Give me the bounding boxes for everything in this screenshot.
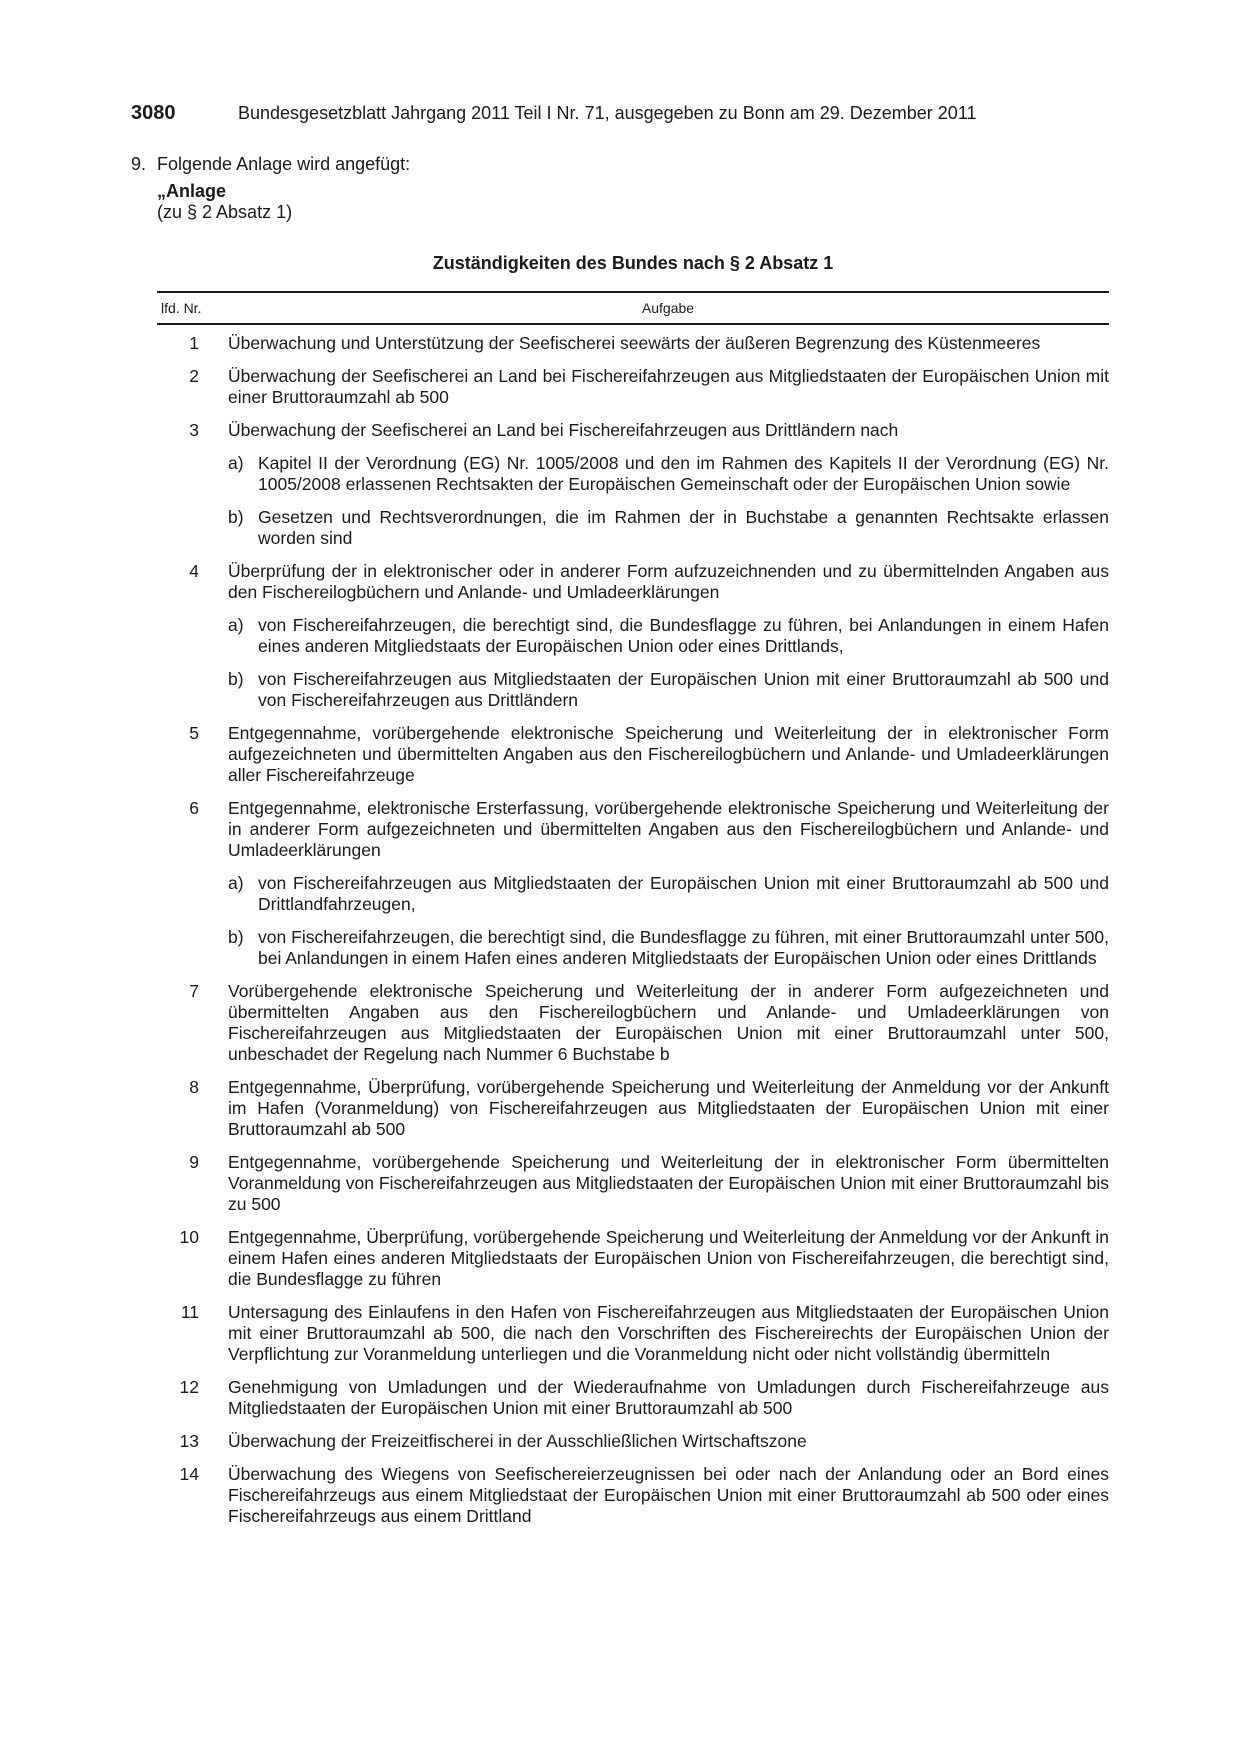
row-task-text: Entgegennahme, vorübergehende Speicherung und Weiterleitung der in elektronischer Form übermittelten Voranmeldung von Fischereifahrzeugen aus Mitgliedstaaten der Europäischen Union mit einer Bruttoraumzahl bis zu 500: [228, 1152, 1109, 1214]
table-body: [157, 325, 1109, 1527]
sub-item-list: [157, 615, 1109, 711]
row-number: 13: [179, 1431, 199, 1451]
row-number: 8: [189, 1077, 199, 1097]
sub-item: [228, 669, 1109, 711]
row-number: 7: [189, 981, 199, 1001]
row-task-text: Entgegennahme, vorübergehende elektronische Speicherung und Weiterleitung der in elektronischer Form aufgezeichneten und übermittelten Angaben aus den Fischereilogbüchern und Anlande- und Umladeerklärungen aller Fischereifahrzeuge: [228, 723, 1109, 785]
table-row: [157, 1152, 1109, 1215]
table-header: [157, 291, 1109, 325]
row-task-text: Überwachung der Freizeitfischerei in der Ausschließlichen Wirtschaftszone: [228, 1431, 807, 1451]
row-number: 11: [180, 1302, 199, 1322]
amendment-number: 9.: [131, 154, 147, 174]
sub-item-text: Kapitel II der Verordnung (EG) Nr. 1005/2008 und den im Rahmen des Kapitels II der Verordnung (EG) Nr. 1005/2008 erlassenen Rechtsakten der Europäischen Gemeinschaft oder der Europäischen Union sowie: [258, 453, 1109, 494]
row-task-text: Überprüfung der in elektronischer oder in anderer Form aufzuzeichnenden und zu übermittelnden Angaben aus den Fischereilogbüchern und Anlande- und Umladeerklärungen: [228, 561, 1109, 602]
sub-item-letter: a): [228, 453, 244, 473]
row-number: 9: [189, 1152, 199, 1172]
sub-item-list: [157, 453, 1109, 549]
row-number: 3: [189, 420, 199, 440]
row-number: 6: [189, 798, 199, 818]
sub-item-text: Gesetzen und Rechtsverordnungen, die im Rahmen der in Buchstabe a genannten Rechtsakte erlassen worden sind: [258, 507, 1109, 548]
row-task-text: Entgegennahme, Überprüfung, vorübergehende Speicherung und Weiterleitung der Anmeldung vor der Ankunft in einem Hafen eines anderen Mitgliedstaats der Europäischen Union von Fischereifahrzeugen, die berechtigt sind, die Bundesflagge zu führen: [228, 1227, 1109, 1289]
table-row: [157, 561, 1109, 711]
journal-line: Bundesgesetzblatt Jahrgang 2011 Teil I Nr. 71, ausgegeben zu Bonn am 29. Dezember 2011: [238, 103, 977, 123]
page-header: [131, 100, 1111, 126]
annex-reference: (zu § 2 Absatz 1): [157, 202, 293, 222]
table-row: [157, 723, 1109, 786]
row-number: 1: [189, 333, 199, 353]
table-row: [157, 798, 1109, 969]
row-task-text: Entgegennahme, elektronische Ersterfassung, vorübergehende elektronische Speicherung und Weiterleitung der in anderer Form aufgezeichneten und übermittelten Angaben aus den Fischereilogbüchern und Anlande- und Umladeerklärungen: [228, 798, 1109, 860]
table-row: [157, 981, 1109, 1065]
amendment-intro: [131, 152, 410, 176]
row-number: 5: [189, 723, 199, 743]
sub-item: [228, 507, 1109, 549]
table-row: [157, 1464, 1109, 1527]
column-header-task: Aufgabe: [641, 300, 695, 316]
row-number: 12: [179, 1377, 199, 1397]
row-task-text: Genehmigung von Umladungen und der Wiederaufnahme von Umladungen durch Fischereifahrzeuge aus Mitgliedstaaten der Europäischen Union mit einer Bruttoraumzahl ab 500: [228, 1377, 1109, 1418]
row-number: 2: [189, 366, 199, 386]
sub-item-letter: b): [228, 507, 244, 527]
row-task-text: Überwachung des Wiegens von Seefischereierzeugnissen bei oder nach der Anlandung oder an Bord eines Fischereifahrzeugs aus einem Mitgliedstaat der Europäischen Union mit einer Bruttoraumzahl ab 500 oder eines Fischereifahrzeugs aus einem Drittland: [228, 1464, 1109, 1526]
row-task-text: Untersagung des Einlaufens in den Hafen von Fischereifahrzeugen aus Mitgliedstaaten der Europäischen Union mit einer Bruttoraumzahl ab 500, die nach den Vorschriften des Fischereirechts der Europäischen Union der Verpflichtung zur Voranmeldung unterliegen und die Voranmeldung nicht oder nicht vollständig übermitteln: [228, 1302, 1109, 1364]
row-task-text: Vorübergehende elektronische Speicherung und Weiterleitung der in anderer Form aufgezeichneten und übermittelten Angaben aus den Fischereilogbüchern und Anlande- und Umladeerklärungen von Fischereifahrzeugen aus Mitgliedstaaten der Europäischen Union mit einer Bruttoraumzahl unter 500, unbeschadet der Regelung nach Nummer 6 Buchstabe b: [228, 981, 1109, 1064]
responsibilities-table: [157, 291, 1109, 1539]
column-header-nr: lfd. Nr.: [161, 300, 202, 316]
amendment-text: Folgende Anlage wird angefügt:: [157, 154, 411, 174]
row-number: 10: [179, 1227, 199, 1247]
row-task-text: Überwachung der Seefischerei an Land bei Fischereifahrzeugen aus Mitgliedstaaten der Europäischen Union mit einer Bruttoraumzahl ab 500: [228, 366, 1109, 407]
sub-item-list: [157, 873, 1109, 969]
sub-item: [228, 453, 1109, 495]
table-row: [157, 420, 1109, 549]
sub-item-text: von Fischereifahrzeugen, die berechtigt sind, die Bundesflagge zu führen, bei Anlandungen in einem Hafen eines anderen Mitgliedstaats der Europäischen Union oder eines Drittlands,: [258, 615, 1109, 656]
row-task-text: Überwachung und Unterstützung der Seefischerei seewärts der äußeren Begrenzung des Küstenmeeres: [228, 333, 1041, 353]
page-number: 3080: [131, 102, 176, 124]
table-row: [157, 1077, 1109, 1140]
table-row: [157, 333, 1109, 354]
table-row: [157, 1302, 1109, 1365]
table-row: [157, 1377, 1109, 1419]
annex-heading: [157, 181, 292, 223]
table-row: [157, 1227, 1109, 1290]
sub-item-letter: a): [228, 615, 244, 635]
sub-item: [228, 927, 1109, 969]
sub-item-letter: b): [228, 927, 244, 947]
row-task-text: Überwachung der Seefischerei an Land bei Fischereifahrzeugen aus Drittländern nach: [228, 420, 899, 440]
sub-item-text: von Fischereifahrzeugen aus Mitgliedstaaten der Europäischen Union mit einer Bruttoraumzahl ab 500 und Drittlandfahrzeugen,: [258, 873, 1109, 914]
sub-item: [228, 615, 1109, 657]
table-row: [157, 1431, 1109, 1452]
table-row: [157, 366, 1109, 408]
sub-item-letter: a): [228, 873, 244, 893]
sub-item: [228, 873, 1109, 915]
table-title: Zuständigkeiten des Bundes nach § 2 Absatz 1: [432, 253, 834, 273]
row-task-text: Entgegennahme, Überprüfung, vorübergehende Speicherung und Weiterleitung der Anmeldung vor der Ankunft im Hafen (Voranmeldung) von Fischereifahrzeugen aus Mitgliedstaaten der Europäischen Union mit einer Bruttoraumzahl ab 500: [228, 1077, 1109, 1139]
row-number: 4: [189, 561, 199, 581]
sub-item-text: von Fischereifahrzeugen aus Mitgliedstaaten der Europäischen Union mit einer Bruttoraumzahl ab 500 und von Fischereifahrzeugen aus Drittländern: [258, 669, 1109, 710]
row-number: 14: [179, 1464, 199, 1484]
sub-item-text: von Fischereifahrzeugen, die berechtigt sind, die Bundesflagge zu führen, mit einer Bruttoraumzahl unter 500, bei Anlandungen in einem Hafen eines anderen Mitgliedstaats der Europäischen Union oder eines Drittlands: [258, 927, 1109, 968]
sub-item-letter: b): [228, 669, 244, 689]
annex-title: „Anlage: [157, 181, 227, 201]
